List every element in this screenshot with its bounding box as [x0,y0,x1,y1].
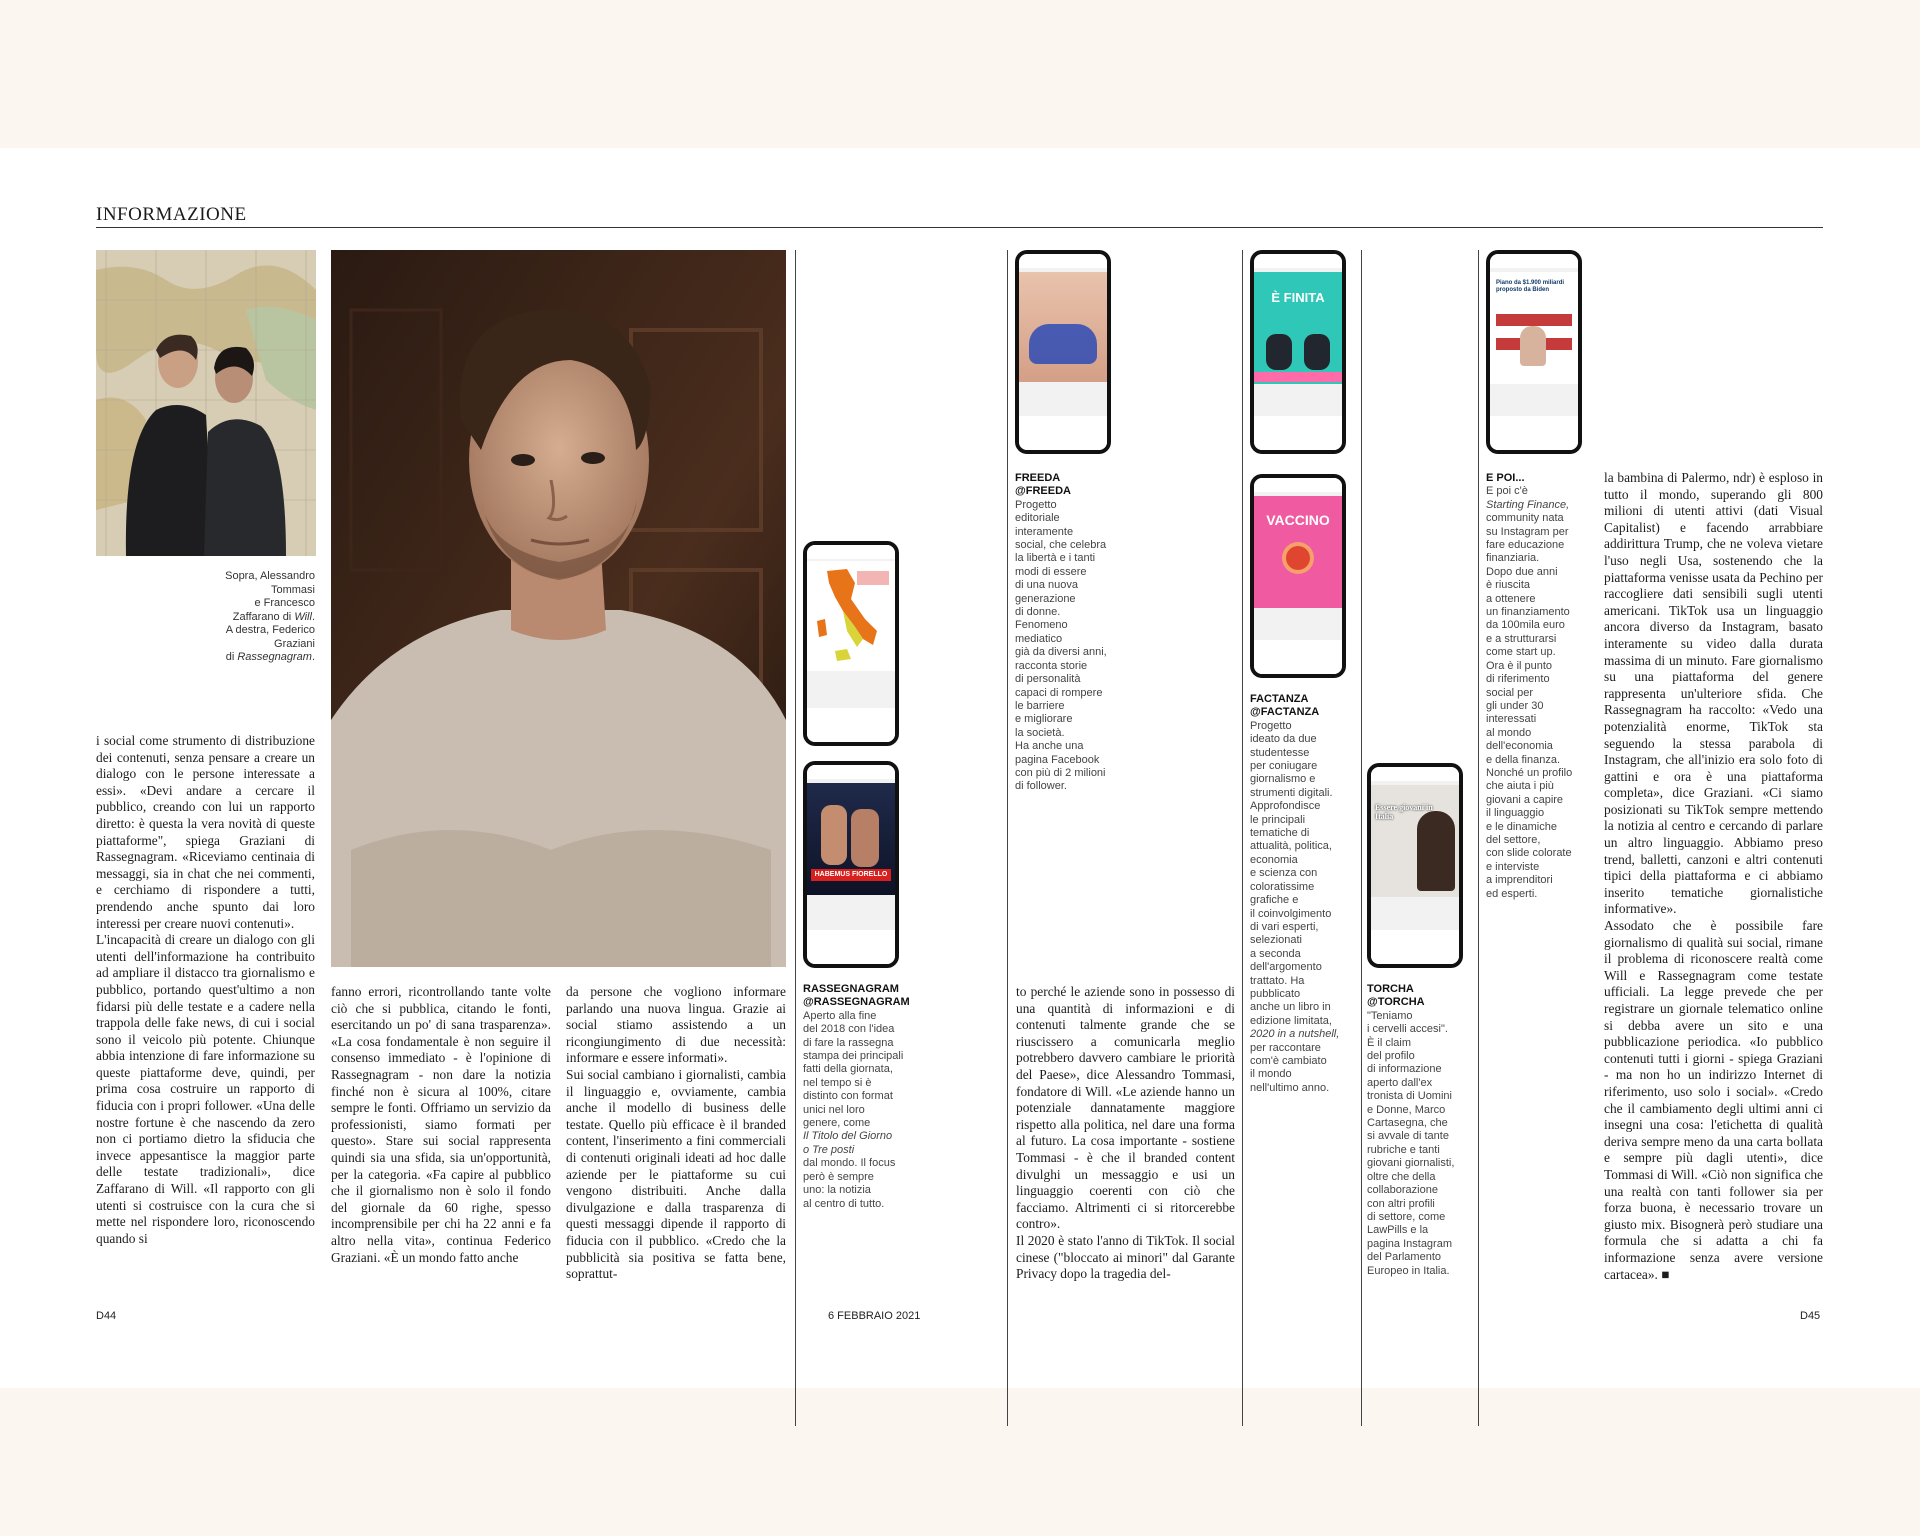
sidebar-factanza: FACTANZA @FACTANZA Progetto ideato da due studentesse per coniugare giornalismo e strumenti digitali. Approfondisce le principali tematiche di attualità, politica, economia e scienza con coloratissime grafiche e il coinvolgimento di vari esperti, selezionati a seconda dell'argomento trattato. Ha pubblicato anche un libro in edizione limitata, 2020 in a nutshell, per raccontare com'è cambiato il mondo nell'ultimo anno. [1250,693,1340,1094]
sidebar-epoi: E POI... E poi c'è Starting Finance, community nata su Instagram per fare educazione finanziaria. Dopo due anni è riuscita a ottenere un finanziamento da 100mila euro e a strutturarsi come start up. Ora è il punto di riferimento social per gli under 30 interessati al mondo dell'economia e della finanza. Nonché un profilo che aiuta i più giovani a capire il linguaggio e le dinamiche del settore, con slide colorate e interviste a imprenditori ed esperti. [1486,472,1573,900]
sidebar-freeda: FREEDA @FREEDA Progetto editoriale interamente social, che celebra la libertà e i tanti modi di essere di una nuova generazione di donne. Fenomeno mediatico già da diversi anni, racconta storie di personalità capaci di rompere le barriere e migliorare la società. Ha anche una pagina Facebook con più di 2 milioni di follower. [1015,472,1107,793]
phone-headline: Piano da $1.900 miliardi proposto da Biden [1496,280,1565,293]
phone-rassegnagram-fiorello [803,761,899,968]
column-rule [1242,250,1243,1426]
phone-headline: È FINITA [1271,290,1325,305]
phone-rassegnagram-map [803,541,899,746]
phone-starting-finance [1486,250,1582,454]
photo-caption: Sopra, Alessandro Tommasi e Francesco Zaffarano di Will. A destra, Federico Graziani di Rassegnagram. [225,570,315,663]
section-title: INFORMAZIONE [96,204,247,225]
column-rule [795,250,796,1426]
sidebar-torcha: TORCHA @TORCHA "Teniamo i cervelli accesi". È il claim del profilo di informazione aperto dall'ex tronista di Uomini e Donne, Marco Cartasegna, che si avvale di tante rubriche e tanti giovani giornalisti, oltre che della collaborazione con altri profili di settore, come LawPills e la pagina Instagram del Parlamento Europeo in Italia. [1367,983,1455,1277]
phone-factanza-vaccino [1250,474,1346,678]
body-column-3: da persone che vogliono informare parlando una nuova lingua. Grazie ai social stiamo assistendo a un ricongiungimento di due necessità: informare e essere informati». Sui social cambiano i giornalisti, cambia il linguaggio e, ovviamente, cambia anche il modello di business delle testate. Quello più efficace è il branded content, l'inserimento a fini commerciali di contenuti originali ideati ad hoc dalle aziende per le piattaforme su cui vengono distribuiti. Anche dalla divulgazione e dalla trasparenza di questi messaggi dipende il rapporto di fiducia con il pubblico. «Credo che la pubblicità sia positiva se fatta bene, soprattut- [566,984,786,1282]
body-column-5: la bambina di Palermo, ndr) è esploso in tutto il mondo, superando gli 800 milioni di utenti attivi (dati Visual Capitalist) e facendo arrabbiare addirittura Trump, che ne voleva vietare l'uso negli Usa, sostenendo che la piattaforma venisse usata da Pechino per raccogliere dati sensibili sugli utenti americani. TikTok usa un linguaggio ancora diverso da Instagram, basato interamente su video dalla durata massima di un minuto. Fare giornalismo su una piattaforma del genere rappresenta un'ulteriore sfida. Che Rassegnagram ha raccolto: «Vedo una potenzialità enorme, TikTok sta seguendo la stessa parabola di Instagram, che all'inizio era solo foto di gattini e ora è una piattaforma completa», dice Graziani. «Ci siamo posizionati su TikTok sempre mettendo la notizia al centro e cercando di parlare un altro linguaggio. Abbiamo preso trend, balletti, canzoni e altri contenuti tipici della piattaforma e ci abbiamo inserito tematiche giornalistiche informative». Assodato che è possibile fare giornalismo di qualità sui social, rimane il problema di riconoscere realtà come Will e Rassegnagram come testate ufficiali. La legge prevede che per registrare un giornale telematico online si debba avere un sito e una pubblicazione periodica. «Io pubblico contenuti tutti i giorni - spiega Graziani - ma non ho un indirizzo Internet di riferimento, uso solo i social». «Credo che il cambiamento degli ultimi anni ci insegni una cosa: l'etichetta di qualità deriva sempre meno da una carta bollata e sempre più dagli utenti», dice Tommasi di Will. «Ciò non significa che una realtà con tanti follower sia per forza buona, è necessario trovare un giusto mix. Bisognerà però studiare una formula che si adatta a chi fa informazione senza avere versione cartacea». ■ [1604,470,1823,1282]
magazine-spread [0,148,1920,1388]
page-number-right: D45 [1800,1310,1821,1322]
sidebar-rassegnagram: RASSEGNAGRAM @RASSEGNAGRAM Aperto alla fine del 2018 con l'idea di fare la rassegna stampa dei principali fatti della giornata, nel tempo si è distinto con format unici nel loro genere, come Il Titolo del Giorno o Tre posti dal mondo. Il focus però è sempre uno: la notizia al centro di tutto. [803,983,910,1210]
phone-headline: Essere giovani in Italia [1375,803,1433,821]
issue-date: 6 FEBBRAIO 2021 [828,1310,921,1322]
section-rule [96,227,1823,228]
body-column-2: fanno errori, ricontrollando tante volte ciò che si pubblica, citando le fonti, esercitando un po' di sana trasparenza». «La cosa fondamentale è non seguire il consenso immediato - è l'opinione di Rassegnagram - non dare la notizia finché non è sicura al 100%, citare sempre le fonti. Offriamo un servizio da professionisti, siamo formati per questo». Stare sui social rappresenta quindi sia una sfida, sia un'opportunità, per la categoria. «Fa capire al pubblico che il giornalismo non è solo il fondo del giornale da 60 righe, spesso incomprensibile per chi ha 22 anni e fa altro nella vita», continua Federico Graziani. «È un mondo fatto anche [331,984,551,1265]
column-rule [1007,250,1008,1426]
photo-portrait [331,250,786,967]
phone-torcha [1367,763,1463,968]
photo-founders [96,250,316,556]
phone-banner: HABEMUS FIORELLO [811,869,891,881]
phone-headline: VACCINO [1266,512,1330,528]
phone-factanza-finita [1250,250,1346,454]
page-number-left: D44 [96,1310,117,1322]
phone-freeda [1015,250,1111,454]
body-column-1: i social come strumento di distribuzione dei contenuti, senza pensare a creare un dialogo con le persone interessate a essi». «Devi andare a cercare il pubblico, creando con lui un rapporto diretto: è questa la vera novità di queste piattaforme", spiega Graziani di Rassegnagram. «Riceviamo centinaia di messaggi, sia in chat che nei commenti, e cerchiamo di rispondere a tutti, prendendo anche spunto dai loro interessi per creare nuovi contenuti». L'incapacità di creare un dialogo con gli utenti dell'informazione ha contribuito ad ampliare il distacco tra giornalismo e pubblico, portando quest'ultimo a non fidarsi più delle testate e a cadere nella trappola delle fake news, di cui i social sono il veicolo più potente. Chiunque abbia intenzione di fare informazione su queste piattaforme deve, quindi, per prima cosa costruire un rapporto di fiducia con i propri follower. «Una delle nostre fortune è che nascendo da zero non ci portiamo dietro la sfiducia che invece appesantisce la maggior parte delle testate tradizionali», dice Zaffarano di Will. «Il rapporto con gli utenti si costruisce con la cura che si mette nel rispondere loro, riconoscendo quando si [96,733,315,1246]
body-column-4: to perché le aziende sono in possesso di una quantità di informazioni e di contenuti talmente grande che se riuscissero a comunicarla meglio potrebbero davvero cambiare le priorità del Paese», dice Alessandro Tommasi, fondatore di Will. «Le aziende hanno un potenziale dannatamente maggiore rispetto alla politica, nel dare una forma al futuro. La cosa importante - sostiene Tommasi - è che il branded content divulghi un messaggio e usi un linguaggio coerenti con ciò che facciamo. Altrimenti ci si ritorcerebbe contro». Il 2020 è stato l'anno di TikTok. Il social cinese ("bloccato ai minori" dal Garante Privacy dopo la tragedia del- [1016,984,1235,1282]
